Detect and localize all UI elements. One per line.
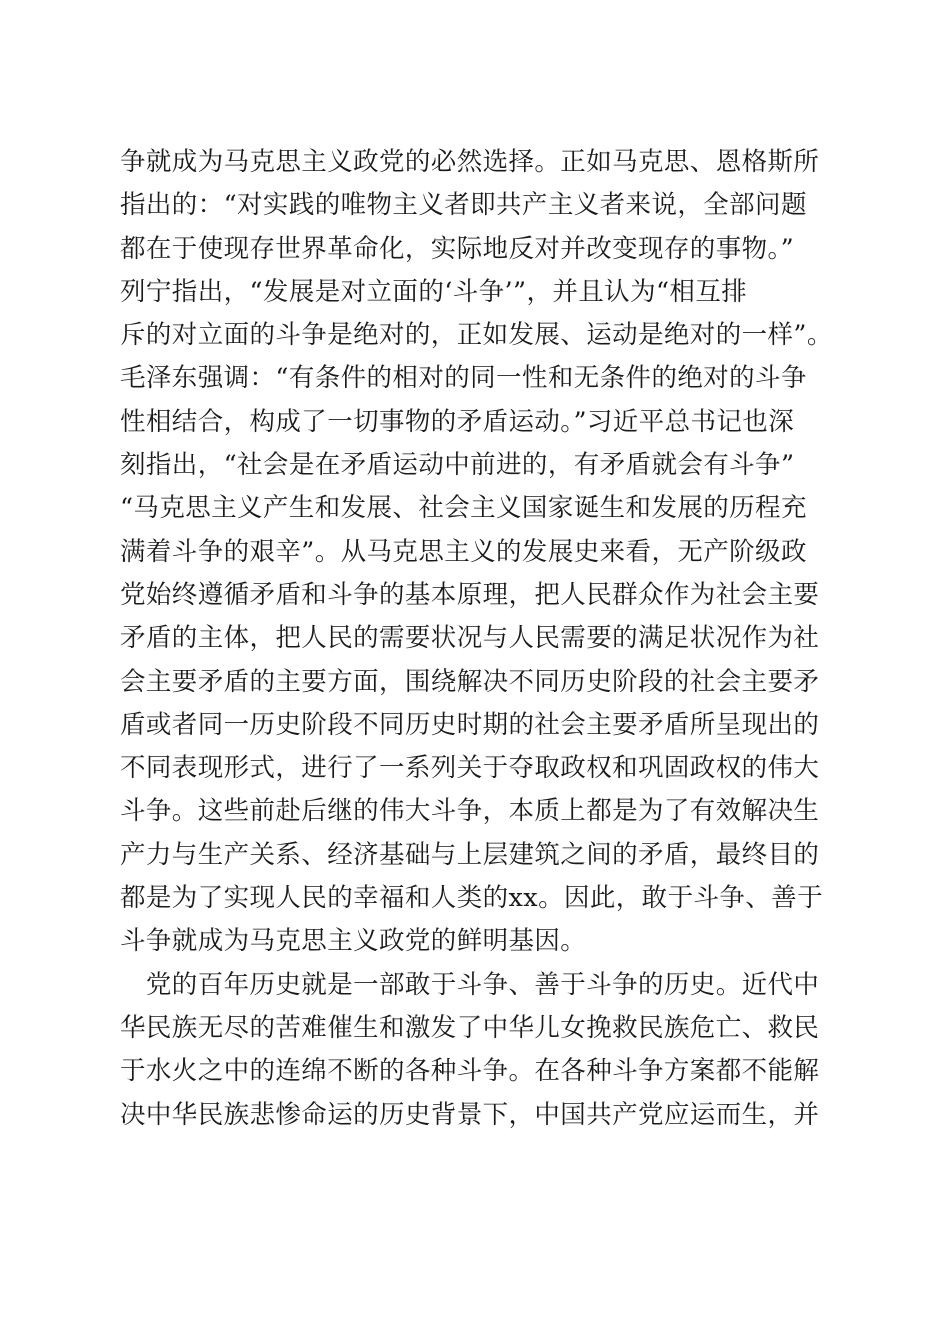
- text-line: 华民族无尽的苦难催生和激发了中华儿女挽救民族危亡、救民: [120, 1012, 820, 1043]
- text-line: 不同表现形式，进行了一系列关于夺取政权和巩固政权的伟大: [120, 753, 820, 784]
- text-line: 列宁指出，“发展是对立面的‘斗争’”，并且认为“相互排: [120, 276, 748, 307]
- text-line: 于水火之中的连绵不断的各种斗争。在各种斗争方案都不能解: [120, 1056, 820, 1087]
- text-line: 性相结合，构成了一切事物的矛盾运动。”习近平总书记也深: [120, 406, 795, 437]
- text-line: “马克思主义产生和发展、社会主义国家诞生和发展的历程充: [120, 493, 807, 524]
- text-line: 党的百年历史就是一部敢于斗争、善于斗争的历史。近代中: [120, 969, 820, 1000]
- body-text: [120, 141, 860, 1137]
- text-line: 斗争。这些前赴后继的伟大斗争，本质上都是为了有效解决生: [120, 796, 820, 827]
- text-line: 毛泽东强调：“有条件的相对的同一性和无条件的绝对的斗争: [120, 363, 807, 394]
- text-line: 矛盾的主体，把人民的需要状况与人民需要的满足状况作为社: [120, 623, 820, 654]
- text-line: 决中华民族悲惨命运的历史背景下，中国共产党应运而生，并: [120, 1099, 820, 1130]
- text-line: 党始终遵循矛盾和斗争的基本原理，把人民群众作为社会主要: [120, 579, 820, 610]
- text-line: 会主要矛盾的主要方面，围绕解决不同历史阶段的社会主要矛: [120, 666, 820, 697]
- text-line: 都是为了实现人民的幸福和人类的xx。因此，敢于斗争、善于: [120, 883, 823, 914]
- text-line: 盾或者同一历史阶段不同历史时期的社会主要矛盾所呈现出的: [120, 709, 820, 740]
- text-line: 斗争就成为马克思主义政党的鲜明基因。: [120, 926, 587, 957]
- text-line: 刻指出，“社会是在矛盾运动中前进的，有矛盾就会有斗争”: [120, 450, 795, 481]
- text-line: 指出的：“对实践的唯物主义者即共产主义者来说，全部问题: [120, 190, 807, 221]
- text-line: 争就成为马克思主义政党的必然选择。正如马克思、恩格斯所: [120, 147, 820, 177]
- text-line: 都在于使现存世界革命化，实际地反对并改变现存的事物。”: [120, 233, 795, 264]
- text-line: 满着斗争的艰辛”。从马克思主义的发展史来看，无产阶级政: [120, 536, 807, 567]
- text-line: 斥的对立面的斗争是绝对的，正如发展、运动是绝对的一样”。: [120, 320, 833, 351]
- text-line: 产力与生产关系、经济基础与上层建筑之间的矛盾，最终目的: [120, 839, 820, 870]
